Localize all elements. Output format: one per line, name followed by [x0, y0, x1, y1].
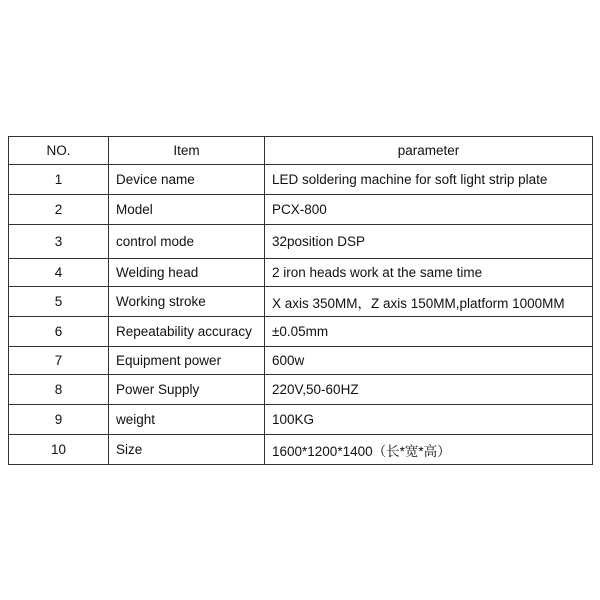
- row-item: Model: [109, 195, 265, 225]
- row-parameter: 220V,50-60HZ: [265, 375, 593, 405]
- table-row: [9, 195, 593, 225]
- row-item: weight: [109, 405, 265, 435]
- row-item: Welding head: [109, 259, 265, 287]
- table-row: [9, 375, 593, 405]
- row-number: 8: [9, 375, 109, 405]
- header-parameter: parameter: [265, 137, 593, 165]
- row-parameter: 1600*1200*1400（长*宽*高）: [265, 435, 593, 465]
- row-parameter: X axis 350MM，Z axis 150MM,platform 1000MM: [265, 287, 593, 317]
- row-number: 4: [9, 259, 109, 287]
- row-item: Repeatability accuracy: [109, 317, 265, 347]
- table-row: [9, 405, 593, 435]
- row-item: Working stroke: [109, 287, 265, 317]
- row-number: 5: [9, 287, 109, 317]
- row-parameter: 100KG: [265, 405, 593, 435]
- row-parameter: LED soldering machine for soft light strip plate: [265, 165, 593, 195]
- row-parameter: ±0.05mm: [265, 317, 593, 347]
- row-number: 2: [9, 195, 109, 225]
- row-item: Power Supply: [109, 375, 265, 405]
- spec-table: [8, 136, 593, 465]
- row-parameter: 600w: [265, 347, 593, 375]
- row-number: 6: [9, 317, 109, 347]
- table-row: [9, 287, 593, 317]
- row-number: 10: [9, 435, 109, 465]
- row-parameter: PCX-800: [265, 195, 593, 225]
- table-row: [9, 165, 593, 195]
- row-item: Equipment power: [109, 347, 265, 375]
- row-item: Device name: [109, 165, 265, 195]
- table-row: [9, 259, 593, 287]
- header-item: Item: [109, 137, 265, 165]
- header-no: NO.: [9, 137, 109, 165]
- row-item: Size: [109, 435, 265, 465]
- row-number: 9: [9, 405, 109, 435]
- row-item: control mode: [109, 225, 265, 259]
- table-row: [9, 317, 593, 347]
- table-row: [9, 225, 593, 259]
- row-number: 1: [9, 165, 109, 195]
- table-header-row: [9, 137, 593, 165]
- table-row: [9, 347, 593, 375]
- row-number: 7: [9, 347, 109, 375]
- row-number: 3: [9, 225, 109, 259]
- table-row: [9, 435, 593, 465]
- row-parameter: 2 iron heads work at the same time: [265, 259, 593, 287]
- row-parameter: 32position DSP: [265, 225, 593, 259]
